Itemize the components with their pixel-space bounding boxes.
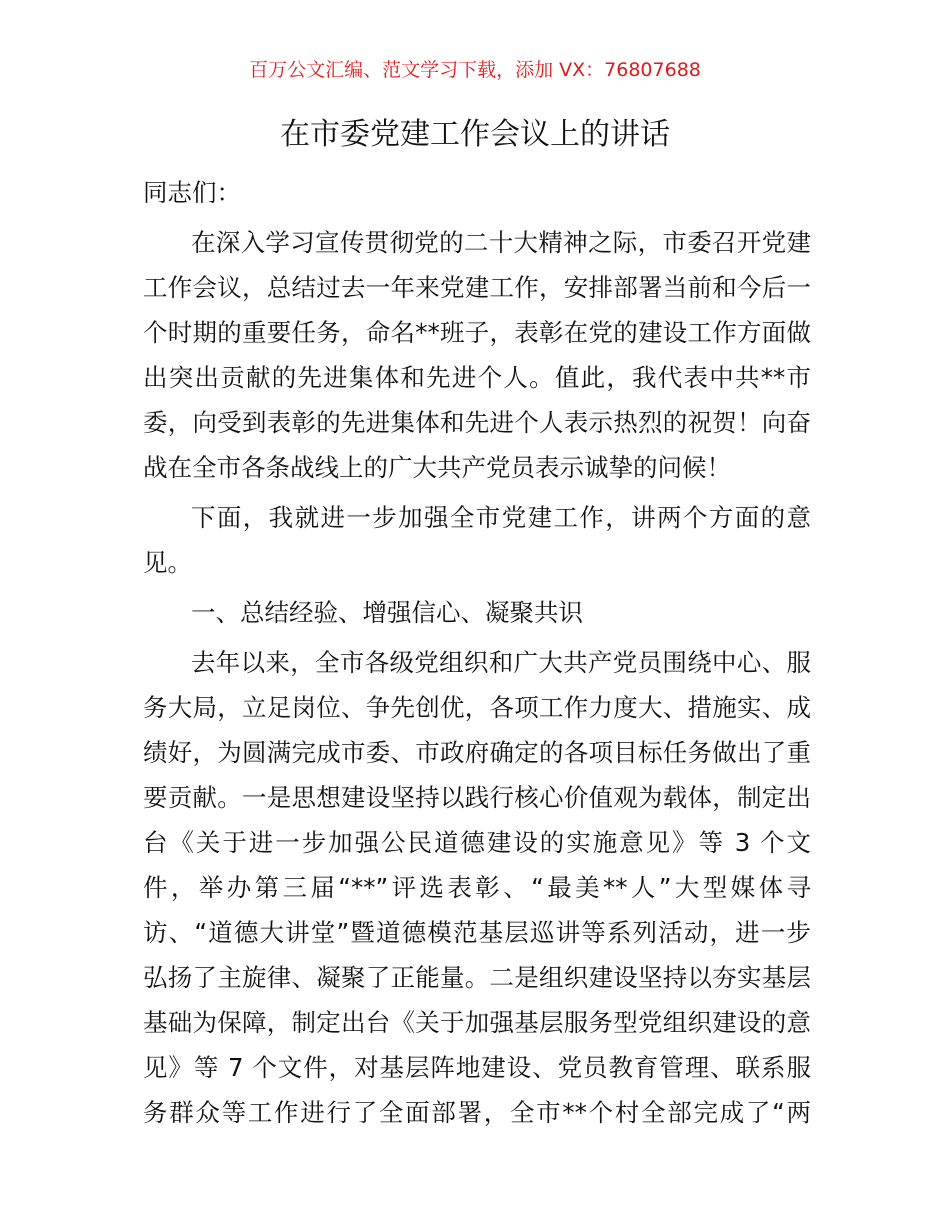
text-line: 见。: [143, 548, 192, 577]
text-line: 一、总结经验、增强信心、凝聚共识: [191, 598, 583, 627]
paragraph: [143, 220, 811, 490]
text-line: 务大局，立足岗位、争先创优，各项工作力度大、措施实、成: [143, 693, 811, 722]
text-line: 基础为保障，制定出台《关于加强基层服务型党组织建设的意: [143, 1008, 811, 1037]
text-line: 下面，我就进一步加强全市党建工作，讲两个方面的意: [191, 503, 811, 532]
document-body: [143, 170, 811, 1140]
text-line: 绩好，为圆满完成市委、市政府确定的各项目标任务做出了重: [143, 738, 811, 767]
paragraph: [143, 590, 811, 635]
text-line: 出突出贡献的先进集体和先进个人。值此，我代表中共**市: [143, 363, 811, 392]
text-line: 弘扬了主旋律、凝聚了正能量。二是组织建设坚持以夯实基层: [143, 963, 811, 992]
text-line: 访、“道德大讲堂”暨道德模范基层巡讲等系列活动，进一步: [143, 918, 811, 947]
paragraph: [143, 495, 811, 585]
text-line: 个时期的重要任务，命名**班子，表彰在党的建设工作方面做: [143, 318, 811, 347]
text-line: 见》等 7 个文件，对基层阵地建设、党员教育管理、联系服: [143, 1053, 811, 1082]
watermark-header: 百万公文汇编、范文学习下载，添加 VX：76807688: [249, 59, 701, 81]
paragraph: [143, 640, 811, 1135]
text-line: 委，向受到表彰的先进集体和先进个人表示热烈的祝贺！向奋: [143, 408, 811, 437]
text-line: 台《关于进一步加强公民道德建设的实施意见》等 3 个文: [143, 828, 811, 857]
text-line: 战在全市各条战线上的广大共产党员表示诚挚的问候！: [143, 453, 731, 482]
text-line: 工作会议，总结过去一年来党建工作，安排部署当前和今后一: [143, 273, 811, 302]
text-line: 要贡献。一是思想建设坚持以践行核心价值观为载体，制定出: [143, 783, 811, 812]
text-line: 同志们：: [143, 178, 241, 207]
text-line: 去年以来，全市各级党组织和广大共产党员围绕中心、服: [191, 648, 811, 677]
text-line: 在深入学习宣传贯彻党的二十大精神之际，市委召开党建: [191, 228, 811, 257]
paragraph: [143, 170, 811, 215]
document-title: 在市委党建工作会议上的讲话: [280, 117, 670, 152]
text-line: 务群众等工作进行了全面部署，全市**个村全部完成了“两: [143, 1098, 811, 1127]
text-line: 件，举办第三届“**”评选表彰、“最美**人”大型媒体寻: [143, 873, 811, 902]
